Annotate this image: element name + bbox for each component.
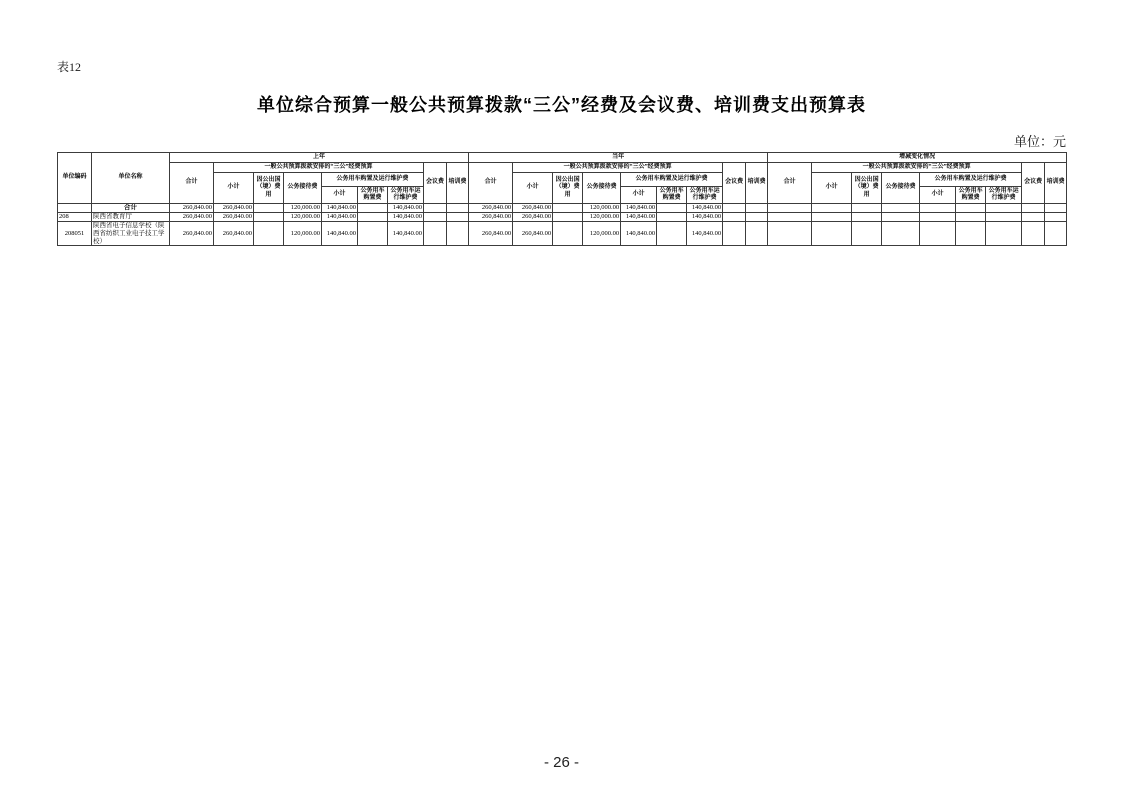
cell: 140,840.00 — [621, 213, 657, 222]
cell — [1022, 204, 1045, 213]
cell: 陕西省电子信息学校（陕西省纺织工业电子技工学校） — [92, 222, 170, 246]
cell: 260,840.00 — [469, 213, 513, 222]
header-total: 合计 — [170, 163, 214, 204]
cell — [882, 204, 920, 213]
cell: 140,840.00 — [687, 222, 723, 246]
cell: 260,840.00 — [469, 222, 513, 246]
header-training: 培训费 — [746, 163, 768, 204]
cell: 260,840.00 — [513, 204, 553, 213]
cell — [553, 222, 583, 246]
cell — [956, 213, 986, 222]
header-three-public: 一般公共预算拨款安排的“三公”经费预算 — [812, 163, 1022, 173]
cell — [852, 213, 882, 222]
header-reception: 公务接待费 — [284, 173, 322, 204]
cell: 260,840.00 — [513, 222, 553, 246]
page-title: 单位综合预算一般公共预算拨款“三公”经费及会议费、培训费支出预算表 — [257, 95, 866, 115]
cell: 260,840.00 — [214, 213, 254, 222]
header-reception: 公务接待费 — [882, 173, 920, 204]
cell — [882, 222, 920, 246]
cell: 260,840.00 — [170, 213, 214, 222]
cell: 120,000.00 — [284, 213, 322, 222]
budget-table — [57, 152, 1067, 246]
cell: 140,840.00 — [621, 204, 657, 213]
header-unit-code: 单位编码 — [58, 153, 92, 204]
cell — [920, 204, 956, 213]
header-vehicle-group: 公务用车购置及运行维护费 — [322, 173, 424, 187]
cell: 260,840.00 — [170, 222, 214, 246]
header-group-change: 增减变化情况 — [768, 153, 1067, 163]
cell: 140,840.00 — [322, 204, 358, 213]
cell — [852, 204, 882, 213]
header-vehicle-purchase: 公务用车购置费 — [956, 187, 986, 204]
header-vehicle-maintenance: 公务用车运行维护费 — [388, 187, 424, 204]
cell: 140,840.00 — [388, 222, 424, 246]
cell — [358, 204, 388, 213]
header-meeting: 会议费 — [1022, 163, 1045, 204]
cell — [657, 204, 687, 213]
cell: 140,840.00 — [621, 222, 657, 246]
cell: 120,000.00 — [284, 204, 322, 213]
header-reception: 公务接待费 — [583, 173, 621, 204]
header-abroad: 因公出国（境）费用 — [553, 173, 583, 204]
cell: 260,840.00 — [513, 213, 553, 222]
unit-note: 单位：元 — [1013, 134, 1066, 149]
cell — [358, 222, 388, 246]
cell — [254, 213, 284, 222]
cell: 140,840.00 — [687, 204, 723, 213]
header-three-public: 一般公共预算拨款安排的“三公”经费预算 — [214, 163, 424, 173]
header-total: 合计 — [469, 163, 513, 204]
header-group-prev-year: 上年 — [170, 153, 469, 163]
cell: 208 — [58, 213, 92, 222]
header-vehicle-group: 公务用车购置及运行维护费 — [621, 173, 723, 187]
header-vehicle-maintenance: 公务用车运行维护费 — [986, 187, 1022, 204]
cell — [358, 213, 388, 222]
cell — [723, 213, 746, 222]
header-total: 合计 — [768, 163, 812, 204]
cell — [986, 213, 1022, 222]
header-vehicle-subtotal: 小计 — [621, 187, 657, 204]
cell — [58, 204, 92, 213]
cell: 140,840.00 — [322, 222, 358, 246]
cell: 120,000.00 — [583, 204, 621, 213]
header-meeting: 会议费 — [723, 163, 746, 204]
cell: 120,000.00 — [284, 222, 322, 246]
cell — [553, 204, 583, 213]
cell — [956, 204, 986, 213]
cell — [723, 222, 746, 246]
page-number: - 26 - — [543, 754, 579, 771]
cell — [1045, 204, 1067, 213]
header-abroad: 因公出国（境）费用 — [254, 173, 284, 204]
header-three-public: 一般公共预算拨款安排的“三公”经费预算 — [513, 163, 723, 173]
table-row-total — [58, 204, 1067, 213]
cell — [1045, 222, 1067, 246]
cell — [657, 222, 687, 246]
cell: 120,000.00 — [583, 213, 621, 222]
header-group-current-year: 当年 — [469, 153, 768, 163]
cell — [920, 222, 956, 246]
cell: 260,840.00 — [214, 222, 254, 246]
cell: 140,840.00 — [388, 204, 424, 213]
cell — [882, 213, 920, 222]
cell — [553, 213, 583, 222]
cell — [768, 204, 812, 213]
table-row — [58, 213, 1067, 222]
cell — [986, 204, 1022, 213]
cell: 140,840.00 — [322, 213, 358, 222]
cell — [447, 204, 469, 213]
cell — [1022, 213, 1045, 222]
cell — [657, 213, 687, 222]
cell: 140,840.00 — [388, 213, 424, 222]
cell: 208051 — [58, 222, 92, 246]
header-abroad: 因公出国（境）费用 — [852, 173, 882, 204]
header-vehicle-purchase: 公务用车购置费 — [657, 187, 687, 204]
cell — [447, 213, 469, 222]
cell: 140,840.00 — [687, 213, 723, 222]
cell — [986, 222, 1022, 246]
cell — [812, 204, 852, 213]
header-training: 培训费 — [1045, 163, 1067, 204]
sheet-label: 表12 — [57, 60, 82, 74]
cell — [424, 204, 447, 213]
cell: 260,840.00 — [469, 204, 513, 213]
cell: 合计 — [92, 204, 170, 213]
cell — [812, 222, 852, 246]
header-unit-name: 单位名称 — [92, 153, 170, 204]
cell — [956, 222, 986, 246]
cell — [1022, 222, 1045, 246]
cell — [254, 204, 284, 213]
header-subtotal: 小计 — [214, 173, 254, 204]
cell — [746, 213, 768, 222]
header-vehicle-subtotal: 小计 — [322, 187, 358, 204]
cell — [424, 213, 447, 222]
cell: 陕西省教育厅 — [92, 213, 170, 222]
cell — [812, 213, 852, 222]
header-vehicle-purchase: 公务用车购置费 — [358, 187, 388, 204]
header-subtotal: 小计 — [513, 173, 553, 204]
cell — [768, 222, 812, 246]
cell — [852, 222, 882, 246]
cell — [746, 222, 768, 246]
cell — [1045, 213, 1067, 222]
header-vehicle-subtotal: 小计 — [920, 187, 956, 204]
table-row — [58, 222, 1067, 246]
cell — [254, 222, 284, 246]
header-vehicle-maintenance: 公务用车运行维护费 — [687, 187, 723, 204]
header-subtotal: 小计 — [812, 173, 852, 204]
cell: 260,840.00 — [170, 204, 214, 213]
cell: 260,840.00 — [214, 204, 254, 213]
cell: 120,000.00 — [583, 222, 621, 246]
cell — [723, 204, 746, 213]
cell — [920, 213, 956, 222]
cell — [768, 213, 812, 222]
header-meeting: 会议费 — [424, 163, 447, 204]
cell — [746, 204, 768, 213]
header-vehicle-group: 公务用车购置及运行维护费 — [920, 173, 1022, 187]
cell — [424, 222, 447, 246]
cell — [447, 222, 469, 246]
header-training: 培训费 — [447, 163, 469, 204]
